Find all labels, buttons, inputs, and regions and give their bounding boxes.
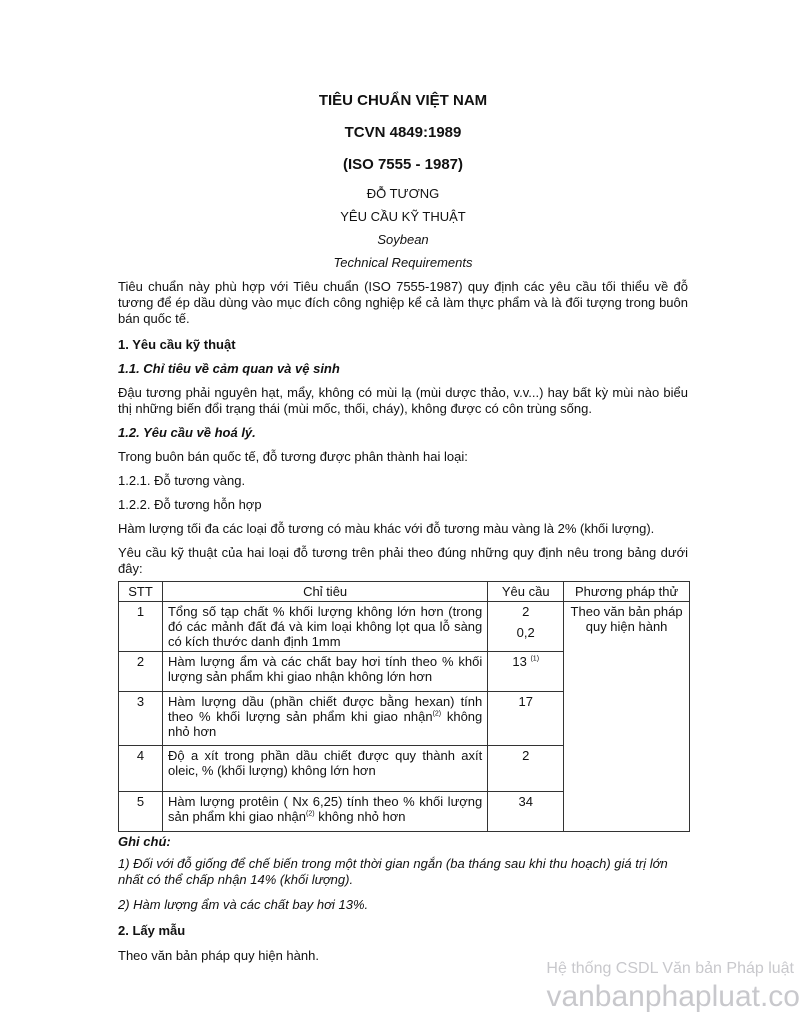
section-1-1-heading: 1.1. Chỉ tiêu về cảm quan và vệ sinh [118, 361, 340, 376]
row-requirement [488, 602, 564, 652]
criteria-text: Hàm lượng protêin ( Nx 6,25) tính theo % khối lượng sản phẩm khi giao nhận [167, 794, 483, 824]
row-stt: 2 [119, 652, 163, 692]
header-criteria: Chỉ tiêu [162, 582, 487, 602]
row-criteria [162, 792, 487, 832]
note-1: 1) Đối với đỗ giống để chế biến trong một thời gian ngắn (ba tháng sau khi thu hoạch) giá trị lớn nhất có thể chấp nhận 14% (khối lượng). [118, 856, 668, 887]
section-1-2-1: 1.2.1. Đỗ tương vàng. [118, 473, 246, 488]
requirements-table [118, 581, 690, 832]
section-1-1-text: Đậu tương phải nguyên hạt, mẩy, không có mùi lạ (mùi dược thảo, v.v...) hay bất kỳ mùi nào biểu thị những biến đổi trạng thái (mùi mốc, thối, cháy), không được có côn trùng sống. [118, 385, 688, 416]
footnote-ref: (2) [306, 810, 315, 818]
requirement-intro-text: Yêu cầu kỹ thuật của hai loại đỗ tương trên phải theo đúng những quy định nêu trong bảng dưới đây: [118, 545, 688, 576]
section-1-2-2: 1.2.2. Đỗ tương hỗn hợp [118, 497, 262, 512]
doc-title-iso: (ISO 7555 - 1987) [342, 156, 464, 173]
criteria-text-end: không nhỏ hơn [167, 709, 483, 739]
row-requirement [488, 652, 564, 692]
test-method-cell: Theo văn bản pháp quy hiện hành [564, 602, 690, 832]
watermark-line-1: Hệ thống CSDL Văn bản Pháp luật [546, 960, 794, 977]
row-criteria: Tổng số tạp chất % khối lượng không lớn hơn (trong đó các mảnh đất đá và kim loại không lọt qua lỗ sàng có kích thước danh định 1mm [162, 602, 487, 652]
row-criteria [162, 692, 487, 746]
section-1-2-text: Trong buôn bán quốc tế, đỗ tương được phân thành hai loại: [118, 449, 468, 464]
row-requirement: 2 [488, 746, 564, 792]
watermark [546, 960, 800, 1014]
row-requirement: 34 [488, 792, 564, 832]
table-row [119, 602, 690, 652]
requirement-value: 13 [512, 654, 527, 669]
note-2: 2) Hàm lượng ẩm và các chất bay hơi 13%. [118, 897, 369, 912]
row-requirement: 17 [488, 692, 564, 746]
row-stt: 5 [119, 792, 163, 832]
criteria-text-end: không nhỏ hơn [314, 809, 406, 824]
section-2-heading: 2. Lấy mẫu [118, 923, 186, 938]
footnote-ref: (2) [432, 710, 442, 718]
section-2-text: Theo văn bản pháp quy hiện hành. [118, 948, 319, 963]
footnote-ref: (1) [530, 655, 540, 663]
header-test-method: Phương pháp thử [564, 582, 690, 602]
header-requirement: Yêu cầu [488, 582, 564, 602]
header-stt: STT [119, 582, 163, 602]
requirement-value-sub: 0,2 [516, 625, 535, 640]
doc-title-code: TCVN 4849:1989 [344, 124, 462, 141]
watermark-line-2: vanbanphapluat.co [546, 980, 800, 1013]
row-criteria: Độ a xít trong phần dầu chiết được quy thành axít oleic, % (khối lượng) không lớn hơn [162, 746, 487, 792]
doc-title-standard: TIÊU CHUẨN VIỆT NAM [318, 92, 488, 109]
doc-subtitle-requirements: YÊU CẦU KỸ THUẬT [340, 209, 466, 224]
row-stt: 3 [119, 692, 163, 746]
requirement-value: 2 [522, 604, 530, 619]
section-1-heading: 1. Yêu cầu kỹ thuật [118, 337, 236, 352]
intro-paragraph: Tiêu chuẩn này phù hợp với Tiêu chuẩn (ISO 7555-1987) quy định các yêu cầu tối thiểu về đỗ tương để ép dầu dùng vào mục đích công nghiệp kể cả làm thực phẩm và là đối tượng trong buôn bán quốc tế. [118, 279, 688, 326]
document-page [118, 92, 688, 964]
doc-subtitle-en-product: Soybean [377, 232, 429, 247]
notes-heading: Ghi chú: [118, 834, 171, 849]
row-stt: 1 [119, 602, 163, 652]
row-criteria: Hàm lượng ẩm và các chất bay hơi tính theo % khối lượng sản phẩm khi giao nhận không lớn hơn [162, 652, 487, 692]
table-header-row [119, 582, 690, 602]
criteria-text: Hàm lượng dầu (phần chiết được bằng hexan) tính theo % khối lượng sản phẩm khi giao nhận [167, 694, 483, 724]
row-stt: 4 [119, 746, 163, 792]
doc-subtitle-product: ĐỖ TƯƠNG [366, 186, 440, 201]
doc-subtitle-en-requirements: Technical Requirements [333, 255, 473, 270]
section-1-2-heading: 1.2. Yêu cầu về hoá lý. [118, 425, 256, 440]
max-content-text: Hàm lượng tối đa các loại đỗ tương có màu khác với đỗ tương màu vàng là 2% (khối lượng). [118, 521, 655, 536]
